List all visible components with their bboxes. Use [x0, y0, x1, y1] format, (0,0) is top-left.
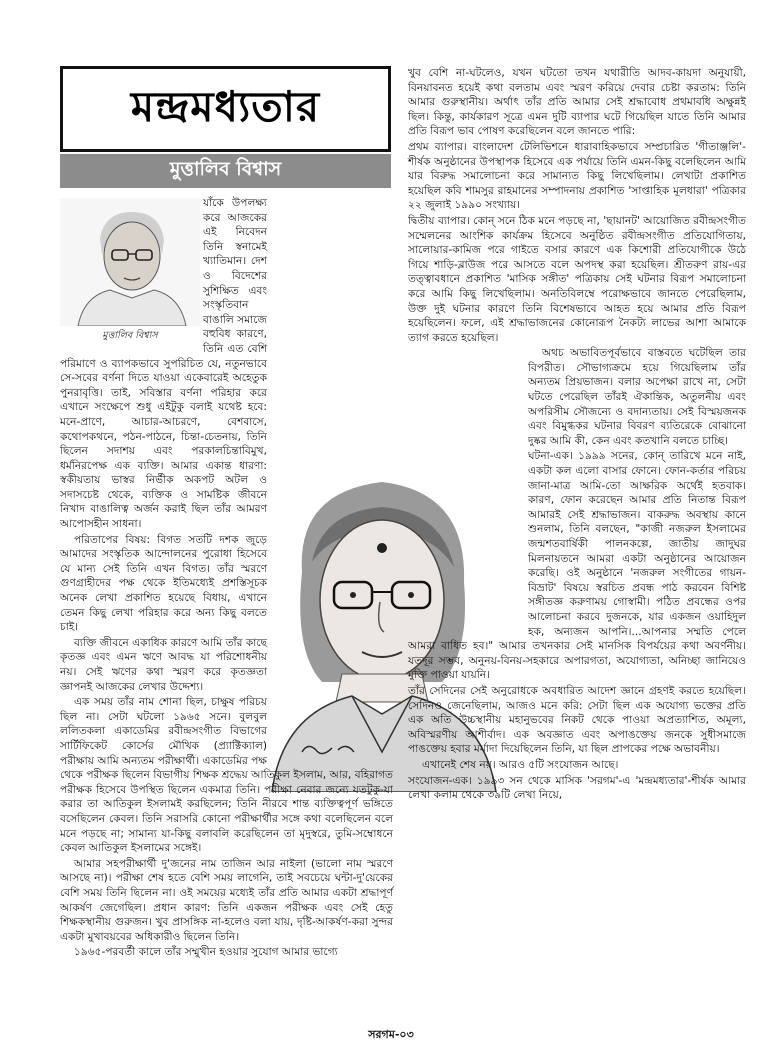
- page-footer: সরগম-০৩: [368, 1028, 414, 1041]
- paragraph: এক সময় তাঁর নাম শোনা ছিল, চাক্ষুষ পরিচয় ছিল না। সেটা ঘটলো ১৯৬৫ সনে। বুলবুল ললিতকলা একাডেমির রবীন্দ্রসংগীত বিভাগের সার্টিফিকেট কোর্সের মৌখিক (প্র্যাক্টিক্যাল) পরীক্ষায় আমি অন্যতম পরীক্ষার্থী। একাডেমির পক্ষ থেকে পরীক্ষক ছিলেন বিভাগীয় শিক্ষক শ্রদ্ধেয় আতিকুল ইসলাম, আর, বহিরাগত পরীক্ষক হিসেবে উপস্থিত ছিলেন একমাত্র তিনি। পরীক্ষা নেবার জন্যে যতটুকু-যা করার তা আতিকুল ইসলামই করছিলেন; তিনি নীরবে শান্ত ব্যক্তিত্বপূর্ণ ভঙ্গিতে বসেছিলেন কেবল। তিনি সরাসরি কোনো পরীক্ষার্থীর সঙ্গে কথা বলেছিলেন বলে মনে পড়ছে না; সামান্য যা-কিছু বলাবলি করেছিলেন তা মৃদুস্বরে, তুমি-সম্বোধনে কেবল আতিকুল ইসলামের সঙ্গেই।: [60, 696, 393, 855]
- portrait-wrap-space: [267, 406, 393, 756]
- author-banner: [60, 154, 391, 188]
- left-column: [60, 196, 393, 961]
- paragraph: সংযোজন-এক। ১৯৯৩ সন থেকে মাসিক 'সরগম'-এ 'মন্দ্রমধ্যতার'-শীর্ষক আমার লেখা কলাম থেকে ৩৯টি লেখা নিয়ে,: [408, 774, 746, 802]
- article-title: মন্দ্রমধ্যতার: [130, 81, 321, 131]
- paragraph: ঘটনা-এক। ১৯৯৯ সনের, কোন্ তারিখে মনে নাই, একটা কল এলো বাসার ফোনে। ফোন-কর্তার পরিচয় জানা-মাত্র আমি-তো আক্ষরিক অর্থেই হতবাক। কারণ, ফোন করেছেন আমার প্রতি নিতান্ত বিরূপ আমারই সেই শ্রদ্ধাভাজন। বাকরুদ্ধ অবস্থায় কানে শুনলাম, তিনি বলছেন, "কাজী নজরুল ইসলামের জন্মশতবার্ষিকী পালনকল্পে, জাতীয় জাদুঘর মিলনায়তনে আমরা একটা অনুষ্ঠানের আয়োজন করেছি। ওই অনুষ্ঠানে 'নজরুল সংগীতের গায়ন-বিভ্রাট' বিষয়ে স্বরচিত প্রবন্ধ পাঠ করবেন বিশিষ্ট সঙ্গীতজ্ঞ করুণাময় গোস্বামী। পঠিত প্রবন্ধের ওপর আলোচনা করবে দুজনকে, যার একজন ওয়াহিদুল হক, অন্যজন আপনি।...আপনার সম্মতি পেলে আমরা বাধিত হব।" আমার তখনকার সেই মানসিক বিপর্যয়ের কথা অবর্ণনীয়। যতদূর সম্ভব, অনুনয়-বিনয়-সহকারে অপারগতা, অযোগ্যতা, অনিচ্ছা জানিয়েও মুক্তি পাওয়া যায়নি।: [408, 450, 746, 682]
- paragraph: অথচ অভাবিতপূর্বভাবে বাস্তবতে ঘটেছিল তার বিপরীত। সৌভাগ্যক্রমে হয়ে গিয়েছিলাম তাঁর অন্যতম প্রিয়ভাজন। বলার অপেক্ষা রাখে না, সেটা ঘটতে পেরেছিল তাঁরই ঐকান্তিক, অতুলনীয় এবং অপরিসীম সৌজন্যে ও বদান্যতায়। সেই বিস্ময়জনক এবং বিমুগ্ধকর ঘটনার বিবরণ ব্যতিরেকে বোঝানো দুষ্কর আমি কী, কেন এবং কতখানি বলতে চাচ্ছি।: [528, 347, 746, 447]
- right-column: [408, 66, 746, 804]
- paragraph: ব্যক্তি জীবনে একাধিক কারণে আমি তাঁর কাছে কৃতজ্ঞ এবং এমন ঋণে আবদ্ধ যা পরিশোধনীয় নয়। সেই ঋণের কথা স্মরণ করে কৃতজ্ঞতা জ্ঞাপনই আজকের লেখার উদ্দেশ্য।: [60, 636, 267, 693]
- portrait-wrap-space: [408, 358, 528, 638]
- paragraph: খুব বেশি না-ঘটলেও, যখন ঘটতো তখন যথারীতি আদব-কায়দা অনুযায়ী, বিনয়াবনত হয়েই কথা বলতাম এবং স্মরণ করিয়ে দেবার চেষ্টা করতাম: তিনি আমার গুরুস্থানীয়। অর্থাৎ তাঁর প্রতি আমার সেই শ্রদ্ধাবোধ প্রথমাবধি অক্ষুন্নই ছিল। কিন্তু, কার্যকারণ সূত্রে এমন দুটি ব্যাপার ঘটে গিয়েছিল যাতে তিনি আমার প্রতি বিরূপ ভাব পোষণ করেছিলেন বলে জানতে পারি:: [408, 67, 746, 138]
- title-box: [60, 66, 391, 152]
- photo-wrap-space: [60, 196, 203, 342]
- paragraph: তাঁর সেদিনের সেই অনুরোধকে অবধারিত আদেশ জ্ঞানে গ্রহণই করতে হয়েছিল। সেদিনও জেনেছিলাম, আজও মনে করি: সেটা ছিল এক অযোগ্য ভক্তের প্রতি এক অতি উচ্চস্থানীয় মহানুভবের নিকট থেকে পাওয়া অপ্রত্যাশিত, অমূল্য, অবিস্মরণীয় আশীর্বাদ। এক অবজ্ঞাত এবং অপাঙক্তেয় জনকে সুধীসমাজে পাঙক্তেয় হবার মর্যাদা দিয়েছিলেন তিনি, যা ছিল প্রাপকের পক্ষে অভাবনীয়।: [408, 684, 746, 756]
- paragraph: ১৯৬৫-পরবর্তী কালে তাঁর সম্মুখীন হওয়ার সুযোগ আমার ভাগ্যে: [74, 946, 338, 959]
- paragraph: যাঁকে উপলক্ষ্য করে আজকের এই নিবেদন তিনি স্বনামেই খ্যাতিমান। দেশ ও বিদেশের সুশিক্ষিত এবং সংস্কৃতিবান বাঙালি সমাজে বহুবিধ কারণে, তিনি এত বেশি পরিমাণে ও ব্যাপকভাবে সুপরিচিত যে, নতুনভাবে সে-সবের বর্ণনা দিতে যাওয়া একেবারেই অহেতুক পুনরাবৃত্তি। তাই, সবিস্তার বর্ণনা পরিহার করে এখানে সংক্ষেপে শুধু এইটুকু বলাই যথেষ্ট হবে: মনে-প্রাণে, আচার-আচরণে, বেশবাসে, কথোপকথনে, পঠন-পাঠনে, চিন্তা-চেতনায়, তিনি ছিলেন সদাশয় এবং পরকালচিন্তাবিমুখ, ধর্মনিরপেক্ষ এক ব্যক্তি। আমার একান্ত ধারণা: স্বকীয়তায় ভাস্বর নির্ভীক অকপট অটল ও সদাসচেষ্ট থেকে, ব্যক্তিক ও সামষ্টিক জীবনে নিখাদ বাঙালিত্ব অর্জন করাই ছিল তাঁর আমরণ আপোসহীন সাধনা।: [60, 197, 267, 531]
- author-name: মুত্তালিব বিশ্বাস: [169, 158, 282, 180]
- paragraph: দ্বিতীয় ব্যাপার। কোন্ সনে ঠিক মনে পড়ছে না, 'ছায়ানট' আয়োজিত রবীন্দ্রসংগীত সম্মেলনের আংশিক কার্যক্রম হিসেবে অনুষ্ঠিত রবীন্দ্রসংগীত প্রতিযোগিতায়, সালোয়ার-কামিজ পরে গাইতে বসার কারণে এক কিশোরী প্রতিযোগীকে উঠে গিয়ে শাড়ি-ব্লাউজ পরে আসতে বলে অপদস্থ করা হয়েছিল। শ্রীতরুণ রায়-এর তত্ত্বাবধানে প্রকাশিত 'মাসিক সঙ্গীত' পত্রিকায় সেই ঘটনার বিরূপ সমালোচনা করে আমি কিছু লিখেছিলাম। অনতিবিলম্বে পরোক্ষভাবে জানতে পেরেছিলাম, উক্ত দুই ঘটনার কারণে তিনি বিশেষভাবে আহত হয়ে আমার প্রতি বিরূপ হয়েছিলেন। ফলে, এই শ্রদ্ধাভাজনের কোনোরূপ নৈকট্য লাভের আশা আমাকে ত্যাগ করতে হয়েছিল।: [408, 214, 746, 344]
- paragraph: পরিতাপের বিষয়: বিগত সতটি দশক জুড়ে আমাদের সংস্কৃতিক আন্দোলনের পুরোধা হিসেবে যে মান্য সেই তিনি এখন বিগত। তাঁর স্মরণে গুণগ্রাহীদের পক্ষ থেকে ইতিমধ্যেই প্রশস্তিসূচক অনেক লেখা প্রকাশিত হয়েছে বিধায়, এখানে তেমন কিছু লেখা পরিহার করে অন্য কিছু বলতে চাই।: [60, 533, 267, 634]
- paragraph: এখানেই শেষ নয়। আরও ৫টি সংযোজন আছে।: [422, 758, 619, 771]
- photo-caption: মুত্তালিব বিশ্বাস: [102, 330, 158, 341]
- paragraph: প্রথম ব্যাপার। বাংলাদেশ টেলিভিশনে ধারাবাহিকভাবে সম্প্রচারিত 'গীতাঞ্জলি'-শীর্ষক অনুষ্ঠানের উপস্থাপক হিসেবে এক পর্যায়ে তিনি এমন-কিছু বলেছিলেন আমি যার বিরুদ্ধ সমালোচনা করে সামান্যত কিছু লিখেছিলাম। লেখাটা প্রকাশিত হয়েছিল কবি শামসুর রাহমানের সম্পাদনায় প্রকাশিত 'সাপ্তাহিক মূলধারা' পত্রিকার ২২ জুলাই ১৯৯০ সংখ্যায়।: [408, 140, 746, 212]
- paragraph: আমার সহপরীক্ষার্থী দু'জনের নাম তাজিন আর নাইলা (ভালো নাম স্মরণে আসছে না)। পরীক্ষা শেষ হতে বেশি সময় লাগেনি, তাই সবচেয়ে ঘন্টা-দু'য়েকের বেশি সময় তিনি ছিলেন না। ওই সময়ের মধ্যেই তাঁর প্রতি আমার একটা শ্রদ্ধাপূর্ণ আকর্ষণ জেগেছিল। প্রধান কারণ: তিনি একজন পরীক্ষক এবং সেই হেতু শিক্ষকস্থানীয় গুরুজন। খুব প্রাসঙ্গিক না-হলেও বলা যায়, দৃষ্টি-আকর্ষণ-করা সুন্দর একটা মুখাবয়বের অধিকারীও ছিলেন তিনি।: [60, 857, 393, 943]
